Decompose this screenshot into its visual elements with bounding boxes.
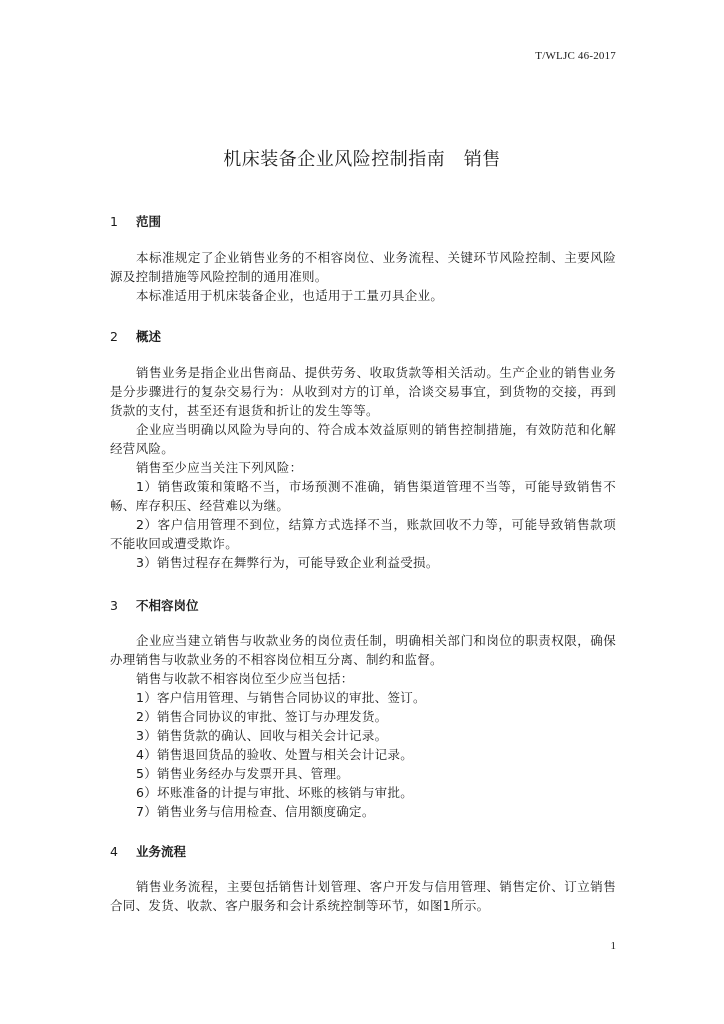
section-3-item: 5）销售业务经办与发票开具、管理。 bbox=[136, 766, 350, 781]
section-2-risk-3: 3）销售过程存在舞弊行为，可能导致企业利益受损。 bbox=[136, 555, 439, 570]
section-3-heading bbox=[110, 596, 199, 614]
section-3-paragraph-1: 企业应当建立销售与收款业务的岗位责任制，明确相关部门和岗位的职责权限，确保办理销售与收款业务的不相容岗位相互分离、制约和监督。 bbox=[110, 633, 616, 667]
section-3-item: 4）销售退回货品的验收、处置与相关会计记录。 bbox=[136, 747, 414, 762]
standard-code: T/WLJC 46-2017 bbox=[535, 50, 616, 62]
section-2-heading bbox=[110, 327, 161, 345]
section-2-risk-1: 1）销售政策和策略不当，市场预测不准确，销售渠道管理不当等，可能导致销售不畅、库存积压、经营难以为继。 bbox=[110, 479, 616, 513]
section-2-paragraph-1: 销售业务是指企业出售商品、提供劳务、收取货款等相关活动。生产企业的销售业务是分步骤进行的复杂交易行为：从收到对方的订单，洽谈交易事宜，到货物的交接，再到货款的支付，甚至还有退货和折让的发生等等。 bbox=[110, 365, 616, 418]
section-1-heading bbox=[110, 212, 161, 230]
section-3-title: 不相容岗位 bbox=[136, 598, 199, 613]
section-4-heading bbox=[110, 842, 186, 860]
section-3-item: 6）坏账准备的计提与审批、坏账的核销与审批。 bbox=[136, 785, 414, 800]
section-4-number: 4 bbox=[110, 844, 118, 859]
section-3-paragraph-2: 销售与收款不相容岗位至少应当包括： bbox=[136, 671, 354, 686]
section-3-item: 3）销售货款的确认、回收与相关会计记录。 bbox=[136, 728, 388, 743]
section-2-risk-2: 2）客户信用管理不到位，结算方式选择不当，账款回收不力等，可能导致销售款项不能收回或遭受欺诈。 bbox=[110, 517, 616, 551]
section-4-paragraph-1: 销售业务流程，主要包括销售计划管理、客户开发与信用管理、销售定价、订立销售合同、发货、收款、客户服务和会计系统控制等环节，如图1所示。 bbox=[110, 879, 616, 913]
section-1-paragraph-1: 本标准规定了企业销售业务的不相容岗位、业务流程、关键环节风险控制、主要风险源及控制措施等风险控制的通用准则。 bbox=[110, 250, 616, 284]
section-1-title: 范围 bbox=[136, 214, 162, 229]
section-4-title: 业务流程 bbox=[136, 844, 187, 859]
document-title: 机床装备企业风险控制指南 销售 bbox=[223, 149, 501, 170]
section-2-paragraph-2: 企业应当明确以风险为导向的、符合成本效益原则的销售控制措施，有效防范和化解经营风险。 bbox=[110, 422, 616, 456]
section-3-item: 2）销售合同协议的审批、签订与办理发货。 bbox=[136, 709, 388, 724]
section-2-number: 2 bbox=[110, 329, 118, 344]
section-3-item: 1）客户信用管理、与销售合同协议的审批、签订。 bbox=[136, 690, 426, 705]
section-2-title: 概述 bbox=[136, 329, 162, 344]
section-3-item: 7）销售业务与信用检查、信用额度确定。 bbox=[136, 804, 375, 819]
section-1-number: 1 bbox=[110, 214, 118, 229]
page-number: 1 bbox=[610, 940, 616, 952]
section-2-paragraph-3: 销售至少应当关注下列风险： bbox=[136, 460, 303, 475]
section-3-number: 3 bbox=[110, 598, 118, 613]
section-1-paragraph-2: 本标准适用于机床装备企业，也适用于工量刃具企业。 bbox=[136, 288, 444, 303]
